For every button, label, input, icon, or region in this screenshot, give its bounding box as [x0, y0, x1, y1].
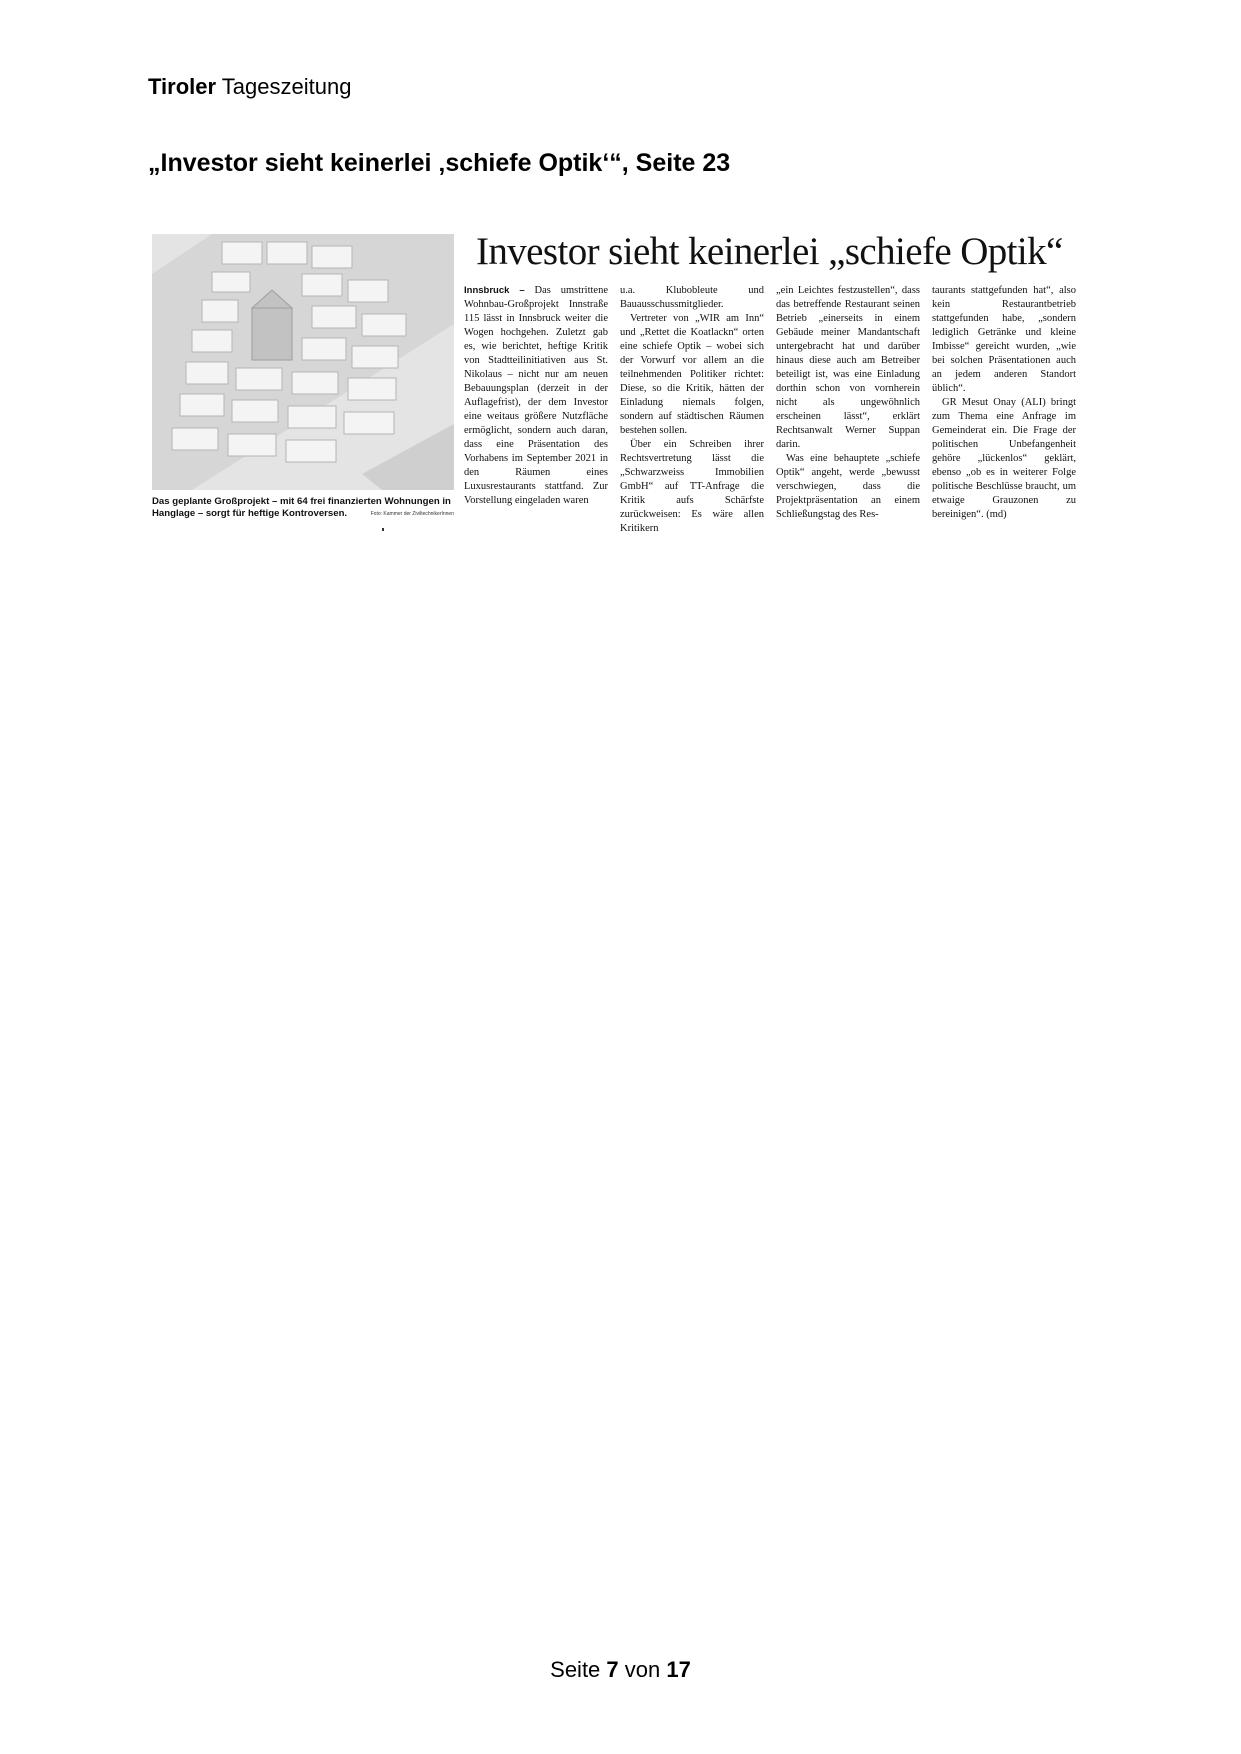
- article-column-1: [464, 284, 608, 524]
- newspaper-clipping: [152, 230, 1078, 534]
- article-column-2: [620, 284, 764, 534]
- building-model-illustration: [152, 234, 454, 490]
- scan-artifact: [382, 528, 384, 531]
- article-title: Investor sieht keinerlei „schiefe Optik“: [476, 230, 1063, 273]
- page-prefix: Seite: [550, 1657, 607, 1682]
- paragraph: Über ein Schreiben ihrer Rechtsvertretung lässt die „Schwarzweiss Immobilien GmbH“ auf TT-Anfrage die Kritik aufs Schärfste zurückweisen: Es wäre allen Kritikern: [620, 439, 764, 534]
- paragraph: Was eine behauptete „schiefe Optik“ angeht, werde „bewusst verschwiegen, dass die Projektpräsentation an einem Schließungstag des Res-: [776, 453, 920, 520]
- total-pages: 17: [666, 1657, 691, 1682]
- publication-name-rest: Tageszeitung: [216, 74, 352, 99]
- article-column-4: [932, 284, 1076, 524]
- paragraph: GR Mesut Onay (ALI) bringt zum Thema eine Anfrage im Gemeinderat ein. Die Frage der politischen Unbefangenheit gehöre „lückenlos“ geklärt, ebenso „ob es in weiterer Folge politische Beschlüsse braucht, um etwaige Grauzonen zu bereinigen“. (md): [932, 397, 1076, 520]
- current-page: 7: [606, 1657, 619, 1682]
- paragraph: Vertreter von „WIR am Inn“ und „Rettet die Koatlackn“ orten eine schiefe Optik – wobei sich der Vorwurf vor allem an die teilnehmenden Politiker richtet: Diese, so die Kritik, hätten der Einladung niemals folgen, sondern auf städtischen Räumen bestehen sollen.: [620, 313, 764, 436]
- paragraph: u.a. Klubobleute und Bauausschussmitglieder.: [620, 285, 764, 310]
- photo-credit: Foto: Kammer der ZiviltechnikerInnen: [370, 511, 454, 517]
- article-column-3: [776, 284, 920, 524]
- paragraph: taurants stattgefunden hat“, also kein Restaurantbetrieb stattgefunden habe, „sondern lediglich Getränke und kleine Imbisse“ gereicht wurden, „wie bei solchen Präsentationen auch an jedem anderen Standort üblich“.: [932, 285, 1076, 394]
- page-middle: von: [618, 1657, 667, 1682]
- article-photo: [152, 234, 454, 490]
- paragraph: Das umstrittene Wohnbau-Großprojekt Innstraße 115 lässt in Innsbruck weiter die Wogen hochgehen. Zuletzt gab es, wie berichtet, heftige Kritik von Stadtteilinitiativen aus St. Nikolaus – nicht nur am neuen Bebauungsplan (derzeit in der Auflagefrist), der dem Investor eine weitaus größere Nutzfläche ermöglicht, sondern auch daran, dass eine Präsentation des Vorhabens im September 2021 in den Räumen eines Luxusrestaurants stattfand. Zur Vorstellung eingeladen waren: [464, 285, 608, 506]
- publication-name: [148, 74, 351, 100]
- clipping-headline: „Investor sieht keinerlei ‚schiefe Optik‘“, Seite 23: [148, 149, 731, 177]
- paragraph: „ein Leichtes festzustellen“, dass das betreffende Restaurant seinen Betrieb „einerseits in einem Gebäude meiner Mandantschaft untergebracht hat und darüber hinaus diese auch am Betreiber beteiligt ist, was eine Einladung dorthin schon von vornherein nicht als ungewöhnlich erscheinen lässt“, erklärt Rechtsanwalt Werner Suppan darin.: [776, 285, 920, 450]
- dateline: Innsbruck –: [464, 285, 525, 296]
- publication-name-bold: Tiroler: [148, 74, 217, 99]
- photo-caption: Das geplante Großprojekt – mit 64 frei finanzierten Wohnungen in Hanglage – sorgt für heftige Kontroversen.: [152, 496, 451, 519]
- article-body: [464, 284, 1076, 534]
- page-number: [0, 1657, 1241, 1683]
